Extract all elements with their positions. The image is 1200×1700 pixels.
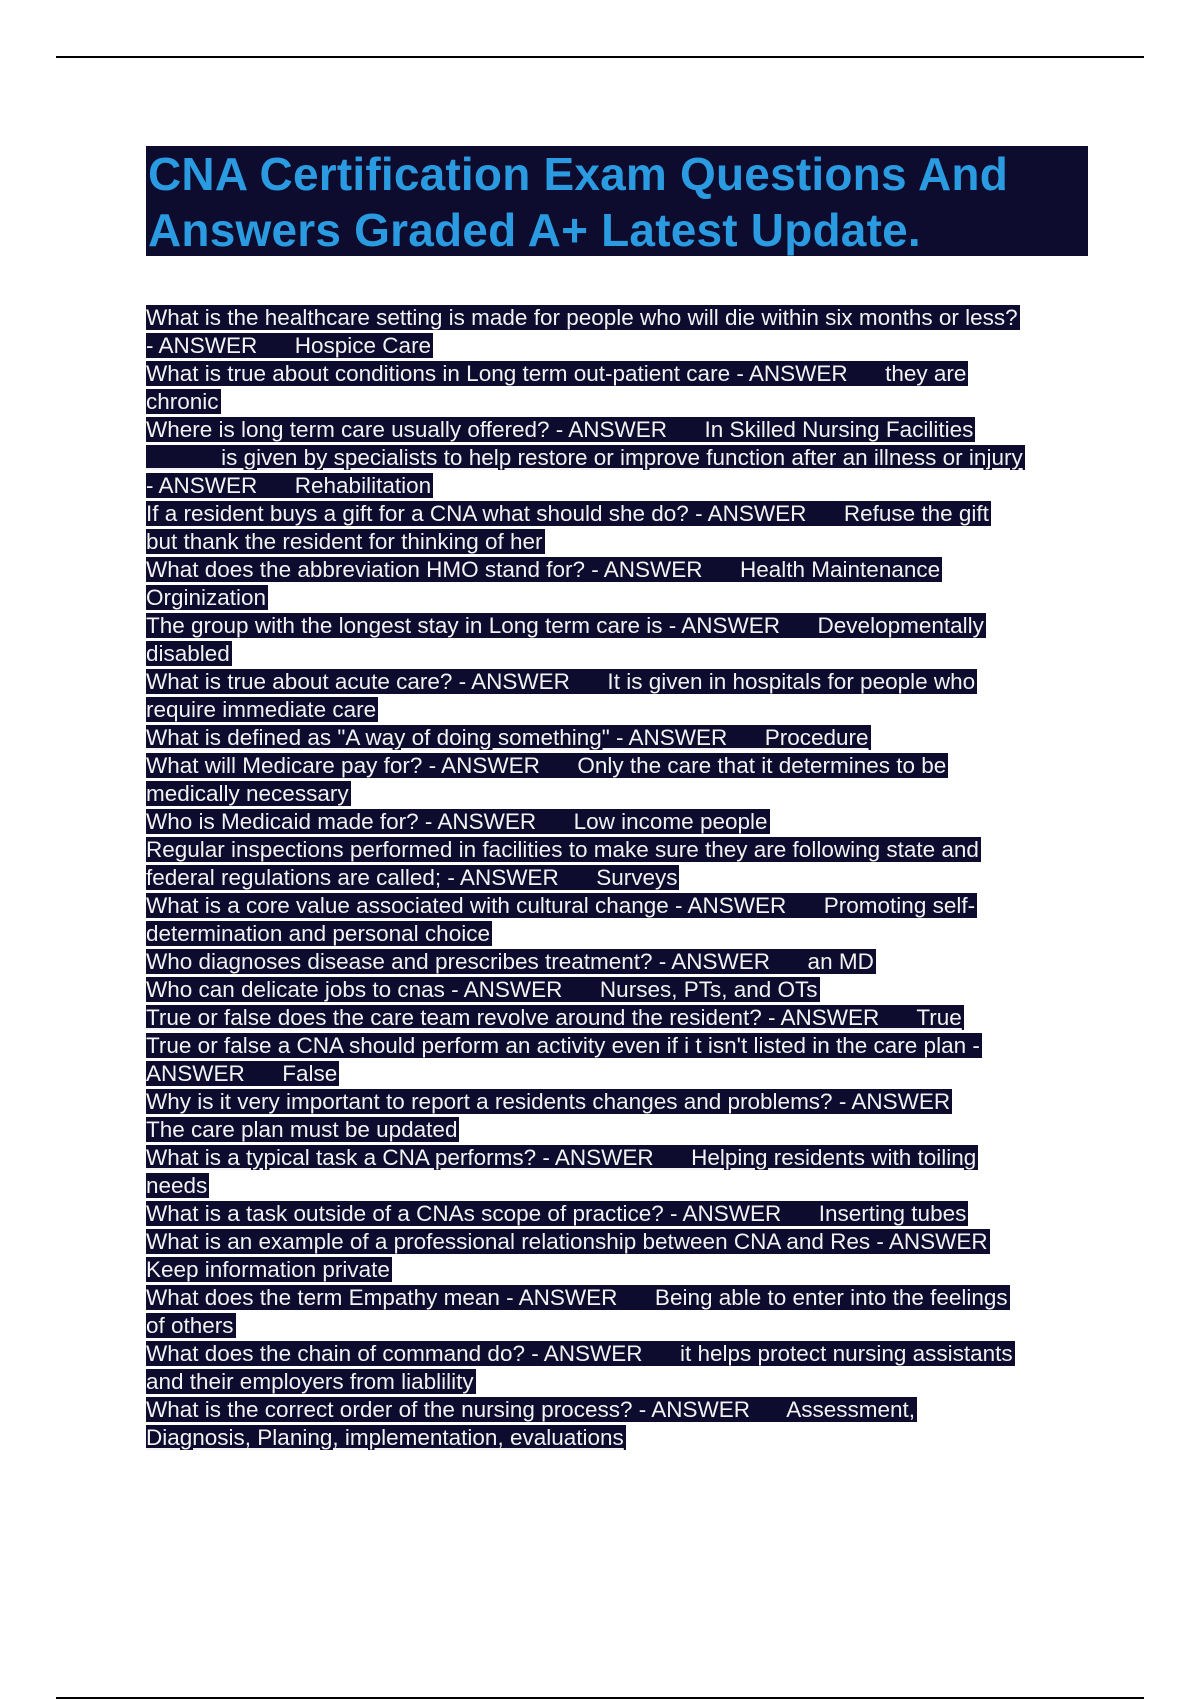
qa-text: Where is long term care usually offered? - ANSWER In Skilled Nursing Facilities (146, 417, 974, 442)
qa-text: - ANSWER Rehabilitation (146, 473, 432, 498)
qa-line (146, 528, 1106, 556)
qa-text: of others (146, 1313, 234, 1338)
qa-line (146, 472, 1106, 500)
qa-text: What is true about acute care? - ANSWER It is given in hospitals for people who (146, 669, 976, 694)
qa-text: medically necessary (146, 781, 349, 806)
qa-line (146, 1312, 1106, 1340)
qa-text: Who diagnoses disease and prescribes treatment? - ANSWER an MD (146, 949, 874, 974)
qa-line (146, 864, 1106, 892)
qa-text: ANSWER False (146, 1061, 338, 1086)
qa-line (146, 1200, 1106, 1228)
qa-line (146, 1172, 1106, 1200)
qa-line (146, 1340, 1106, 1368)
qa-line (146, 584, 1106, 612)
qa-line (146, 976, 1106, 1004)
qa-line (146, 360, 1106, 388)
qa-line (146, 920, 1106, 948)
qa-text: If a resident buys a gift for a CNA what should she do? - ANSWER Refuse the gift (146, 501, 989, 526)
qa-line (146, 836, 1106, 864)
qa-text: What is defined as "A way of doing something" - ANSWER Procedure (146, 725, 869, 750)
qa-line (146, 640, 1106, 668)
qa-text: What will Medicare pay for? - ANSWER Only the care that it determines to be (146, 753, 947, 778)
qa-text: What is the correct order of the nursing process? - ANSWER Assessment, (146, 1397, 916, 1422)
qa-line (146, 1228, 1106, 1256)
qa-line (146, 1368, 1106, 1396)
qa-text: What is an example of a professional relationship between CNA and Res - ANSWER (146, 1229, 988, 1254)
qa-text: disabled (146, 641, 230, 666)
qa-text: What does the term Empathy mean - ANSWER Being able to enter into the feelings (146, 1285, 1008, 1310)
qa-line (146, 612, 1106, 640)
qa-text: True or false a CNA should perform an activity even if i t isn't listed in the care plan - (146, 1033, 980, 1058)
qa-line (146, 668, 1106, 696)
document-title (146, 146, 1088, 256)
qa-text: Orginization (146, 585, 267, 610)
qa-line (146, 948, 1106, 976)
qa-text: require immediate care (146, 697, 377, 722)
qa-line (146, 304, 1106, 332)
qa-text: What is a typical task a CNA performs? - ANSWER Helping residents with toiling (146, 1145, 977, 1170)
qa-line (146, 1424, 1106, 1452)
qa-text: The group with the longest stay in Long term care is - ANSWER Developmentally (146, 613, 984, 638)
qa-text: Who can delicate jobs to cnas - ANSWER Nurses, PTs, and OTs (146, 977, 818, 1002)
qa-line (146, 1032, 1106, 1060)
qa-text: but thank the resident for thinking of her (146, 529, 543, 554)
qa-line (146, 780, 1106, 808)
title-line: Answers Graded A+ Latest Update. (148, 204, 921, 256)
qa-text: What does the chain of command do? - ANSWER it helps protect nursing assistants (146, 1341, 1013, 1366)
qa-text: ______is given by specialists to help restore or improve function after an illness or injury (146, 445, 1023, 470)
header-rule (56, 56, 1144, 58)
qa-text: federal regulations are called; - ANSWER Surveys (146, 865, 678, 890)
qa-line (146, 696, 1106, 724)
qa-line (146, 892, 1106, 920)
qa-text: What is true about conditions in Long term out-patient care - ANSWER they are (146, 361, 967, 386)
footer-rule (56, 1697, 1144, 1699)
qa-line (146, 1396, 1106, 1424)
qa-text: What is the healthcare setting is made for people who will die within six months or less? (146, 305, 1018, 330)
qa-line (146, 1284, 1106, 1312)
qa-text: What does the abbreviation HMO stand for? - ANSWER Health Maintenance (146, 557, 941, 582)
qa-line (146, 1088, 1106, 1116)
qa-text: determination and personal choice (146, 921, 490, 946)
qa-text: True or false does the care team revolve around the resident? - ANSWER True (146, 1005, 962, 1030)
qa-text: Who is Medicaid made for? - ANSWER Low income people (146, 809, 768, 834)
qa-text: and their employers from liablility (146, 1369, 474, 1394)
qa-line (146, 556, 1106, 584)
qa-line (146, 500, 1106, 528)
qa-line (146, 1004, 1106, 1032)
qa-line (146, 332, 1106, 360)
qa-line (146, 444, 1106, 472)
qa-line (146, 1256, 1106, 1284)
qa-text: chronic (146, 389, 219, 414)
qa-text: Regular inspections performed in facilities to make sure they are following state and (146, 837, 979, 862)
qa-text: What is a task outside of a CNAs scope of practice? - ANSWER Inserting tubes (146, 1201, 967, 1226)
qa-text: Keep information private (146, 1257, 390, 1282)
qa-line (146, 724, 1106, 752)
qa-line (146, 1116, 1106, 1144)
qa-text: needs (146, 1173, 208, 1198)
qa-line (146, 388, 1106, 416)
qa-line (146, 752, 1106, 780)
qa-line (146, 1144, 1106, 1172)
qa-text: What is a core value associated with cultural change - ANSWER Promoting self- (146, 893, 976, 918)
qa-line (146, 808, 1106, 836)
qa-text: Diagnosis, Planing, implementation, evaluations (146, 1425, 624, 1450)
qa-text: Why is it very important to report a residents changes and problems? - ANSWER (146, 1089, 951, 1114)
qa-text: - ANSWER Hospice Care (146, 333, 432, 358)
qa-list (146, 304, 1106, 1452)
title-line: CNA Certification Exam Questions And (148, 148, 1009, 200)
qa-line (146, 1060, 1106, 1088)
qa-line (146, 416, 1106, 444)
qa-text: The care plan must be updated (146, 1117, 458, 1142)
